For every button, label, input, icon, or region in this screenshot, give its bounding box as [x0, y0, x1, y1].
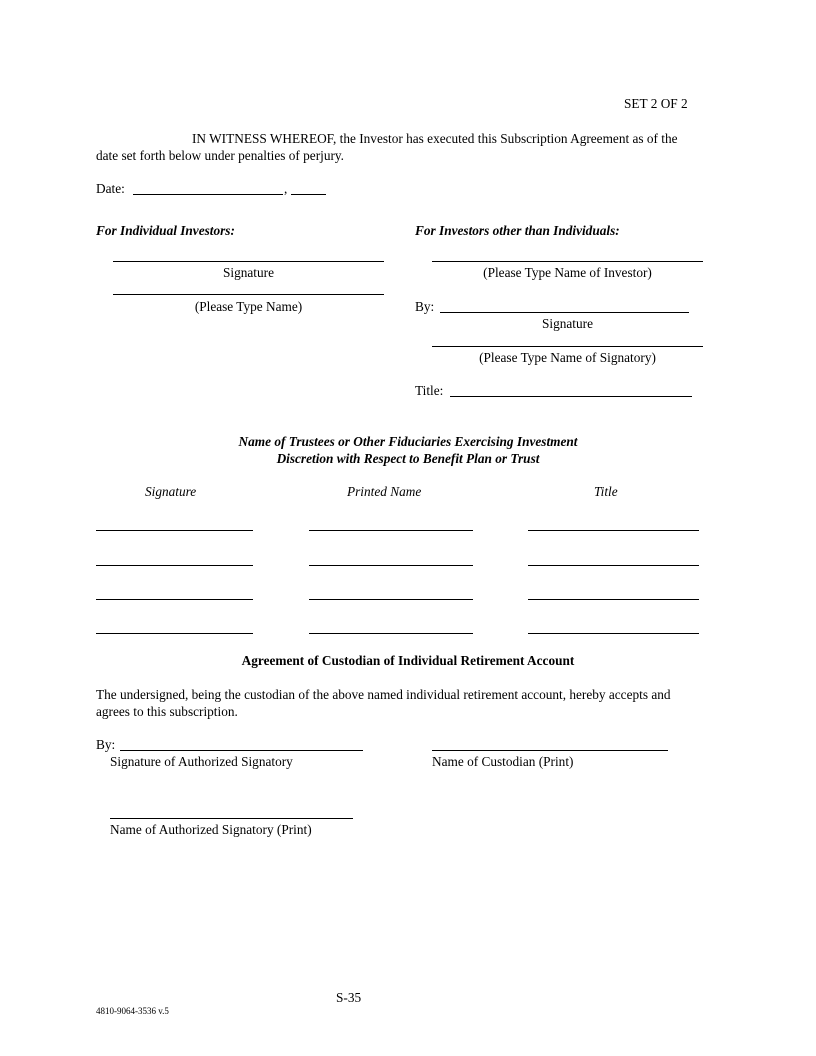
by-label: By:: [415, 299, 435, 314]
individual-investors-heading: For Individual Investors:: [96, 223, 235, 238]
title-line[interactable]: [450, 396, 692, 397]
trustee-row-1-signature-line[interactable]: [96, 530, 253, 531]
trustee-row-3-name-line[interactable]: [309, 599, 473, 600]
trustees-heading-line2: Discretion with Respect to Benefit Plan or Trust: [276, 451, 540, 466]
individual-signature-line[interactable]: [113, 261, 384, 262]
date-comma: ,: [284, 181, 288, 196]
trustees-heading-line1: Name of Trustees or Other Fiduciaries Exercising Investment: [238, 434, 578, 449]
set-label: SET 2 OF 2: [624, 96, 688, 111]
trustee-row-3-signature-line[interactable]: [96, 599, 253, 600]
individual-name-label: (Please Type Name): [194, 299, 303, 314]
auth-signature-label: Signature of Authorized Signatory: [110, 754, 293, 769]
trustee-row-2-name-line[interactable]: [309, 565, 473, 566]
trustee-row-4-name-line[interactable]: [309, 633, 473, 634]
signatory-name-label: (Please Type Name of Signatory): [479, 350, 656, 365]
auth-signature-line[interactable]: [120, 750, 363, 751]
individual-signature-label: Signature: [223, 265, 274, 280]
custodian-text-line1: The undersigned, being the custodian of the above named individual retirement account, hereby accepts and: [96, 687, 671, 702]
trustee-column-title: Title: [594, 484, 618, 499]
trustee-row-3-title-line[interactable]: [528, 599, 699, 600]
other-investors-heading: For Investors other than Individuals:: [415, 223, 620, 238]
date-label: Date:: [96, 181, 125, 196]
investor-name-label: (Please Type Name of Investor): [483, 265, 652, 280]
custodian-text-line2: agrees to this subscription.: [96, 704, 238, 719]
trustee-column-printed-name: Printed Name: [347, 484, 422, 499]
trustee-column-signature: Signature: [145, 484, 197, 499]
custodian-name-label: Name of Custodian (Print): [432, 754, 574, 769]
trustee-row-2-signature-line[interactable]: [96, 565, 253, 566]
custodian-by-label: By:: [96, 737, 116, 752]
trustee-row-1-name-line[interactable]: [309, 530, 473, 531]
trustee-row-4-signature-line[interactable]: [96, 633, 253, 634]
trustee-row-4-title-line[interactable]: [528, 633, 699, 634]
trustee-row-2-title-line[interactable]: [528, 565, 699, 566]
doc-id: 4810-9064-3536 v.5: [96, 1006, 169, 1016]
individual-name-line[interactable]: [113, 294, 384, 295]
auth-name-label: Name of Authorized Signatory (Print): [110, 822, 312, 837]
year-line[interactable]: [291, 194, 326, 195]
witness-text-line2: date set forth below under penalties of perjury.: [96, 148, 344, 163]
auth-name-line[interactable]: [110, 818, 353, 819]
witness-text-line1: IN WITNESS WHEREOF, the Investor has executed this Subscription Agreement as of the: [192, 131, 678, 146]
custodian-name-line[interactable]: [432, 750, 668, 751]
trustee-row-1-title-line[interactable]: [528, 530, 699, 531]
by-signature-line[interactable]: [440, 312, 689, 313]
title-label: Title:: [415, 383, 444, 398]
signatory-name-line[interactable]: [432, 346, 703, 347]
investor-name-line[interactable]: [432, 261, 703, 262]
date-line[interactable]: [133, 194, 283, 195]
custodian-heading: Agreement of Custodian of Individual Retirement Account: [241, 653, 575, 668]
page-number: S-35: [336, 990, 362, 1005]
by-signature-label: Signature: [542, 316, 593, 331]
